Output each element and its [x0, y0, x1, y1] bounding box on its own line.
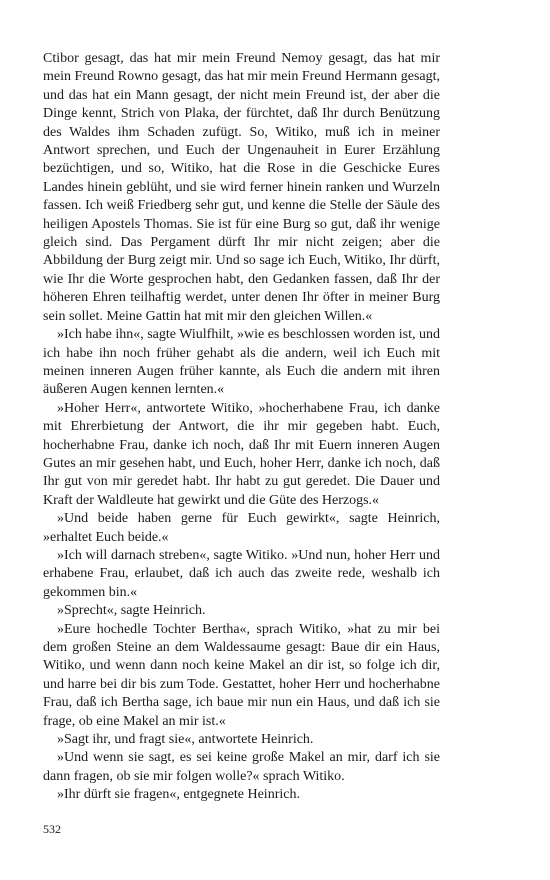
- page-number: 532: [43, 822, 61, 836]
- paragraph: »Sagt ihr, und fragt sie«, antwortete Heinrich.: [57, 732, 314, 748]
- paragraph: »Sprecht«, sagte Heinrich.: [57, 603, 206, 619]
- paragraph: »Und wenn sie sagt, es sei keine große Makel an mir, darf ich sie dann fragen, ob sie mir folgen wolle?« sprach Witiko.: [43, 750, 440, 784]
- paragraph: »Hoher Herr«, antwortete Witiko, »hocherhabene Frau, ich danke mit Ehrerbietung der Antwort, die ihr mir gegeben habt. Euch, hocherhabne Frau, danke ich noch, daß Ihr mit Euern inneren Augen Gutes an mir gesehen habt, und Euch, hoher Herr, danke ich noch, daß Ihr gut von mir geredet habt. Ihr habt zu gut geredet. Die Dauer und Kraft der Waldleute hat gewirkt und die Güte des Herzogs.«: [43, 400, 440, 508]
- text-body: [43, 50, 440, 805]
- paragraph: »Eure hochedle Tochter Bertha«, sprach Witiko, »hat zu mir bei dem großen Steine an dem Waldessaume gesagt: Baue dir ein Haus, Witiko, und wenn dann noch keine Makel an dir ist, so folge ich dir, und harre bei dir bis zum Tode. Gestattet, hoher Herr und hocherhabne Frau, daß ich Bertha sage, ich baue mir nun ein Haus, und daß ich sie frage, ob eine Makel an mir ist.«: [43, 621, 440, 729]
- paragraph: »Und beide haben gerne für Euch gewirkt«, sagte Heinrich, »erhaltet Euch beide.«: [43, 511, 440, 545]
- paragraph: »Ich habe ihn«, sagte Wiulfhilt, »wie es beschlossen worden ist, und ich habe ihn noch früher gehabt als die andern, weil ich Euch mit meinen inneren Augen früher kannte, als Euch die andern mit ihren äußeren Augen kennen lernten.«: [43, 327, 440, 398]
- paragraph: »Ihr dürft sie fragen«, entgegnete Heinrich.: [57, 787, 300, 803]
- paragraph: Ctibor gesagt, das hat mir mein Freund Nemoy gesagt, das hat mir mein Freund Rowno gesagt, das hat mir mein Freund Hermann gesagt, und das hat ein Mann gesagt, der nicht mein Freund ist, der aber die Dinge kennt, Strich von Plaka, der fürchtet, daß Ihr durch Benützung des Waldes ihm Schaden zufügt. So, Witiko, muß ich in meiner Antwort sprechen, und Euch der Ungenauheit in Eurer Erzählung bezüchtigen, und so, Witiko, hat die Rose in die Geschicke Eures Landes hinein geblüht, und sie wird ferner hinein ranken und Wurzeln fassen. Ich weiß Friedberg sehr gut, und kenne die Stelle der Säule des heiligen Apostels Thomas. Sie ist für eine Burg so gut, daß ihr wenige gleich sind. Das Pergament dürft Ihr mir nicht zeigen; aber die Abbildung der Burg zeigt mir. Und so sage ich Euch, Witiko, Ihr dürft, wie Ihr die Worte gesprochen habt, den Gedanken fassen, daß Ihr der höheren Ehren teilhaftig werdet, unter denen Ihr öfter in meiner Burg sein sollet. Meine Gattin hat mit mir den gleichen Willen.«: [43, 51, 440, 324]
- paragraph: »Ich will darnach streben«, sagte Witiko. »Und nun, hoher Herr und erhabene Frau, erlaubet, daß ich auch das zweite rede, weshalb ich gekommen bin.«: [43, 547, 440, 600]
